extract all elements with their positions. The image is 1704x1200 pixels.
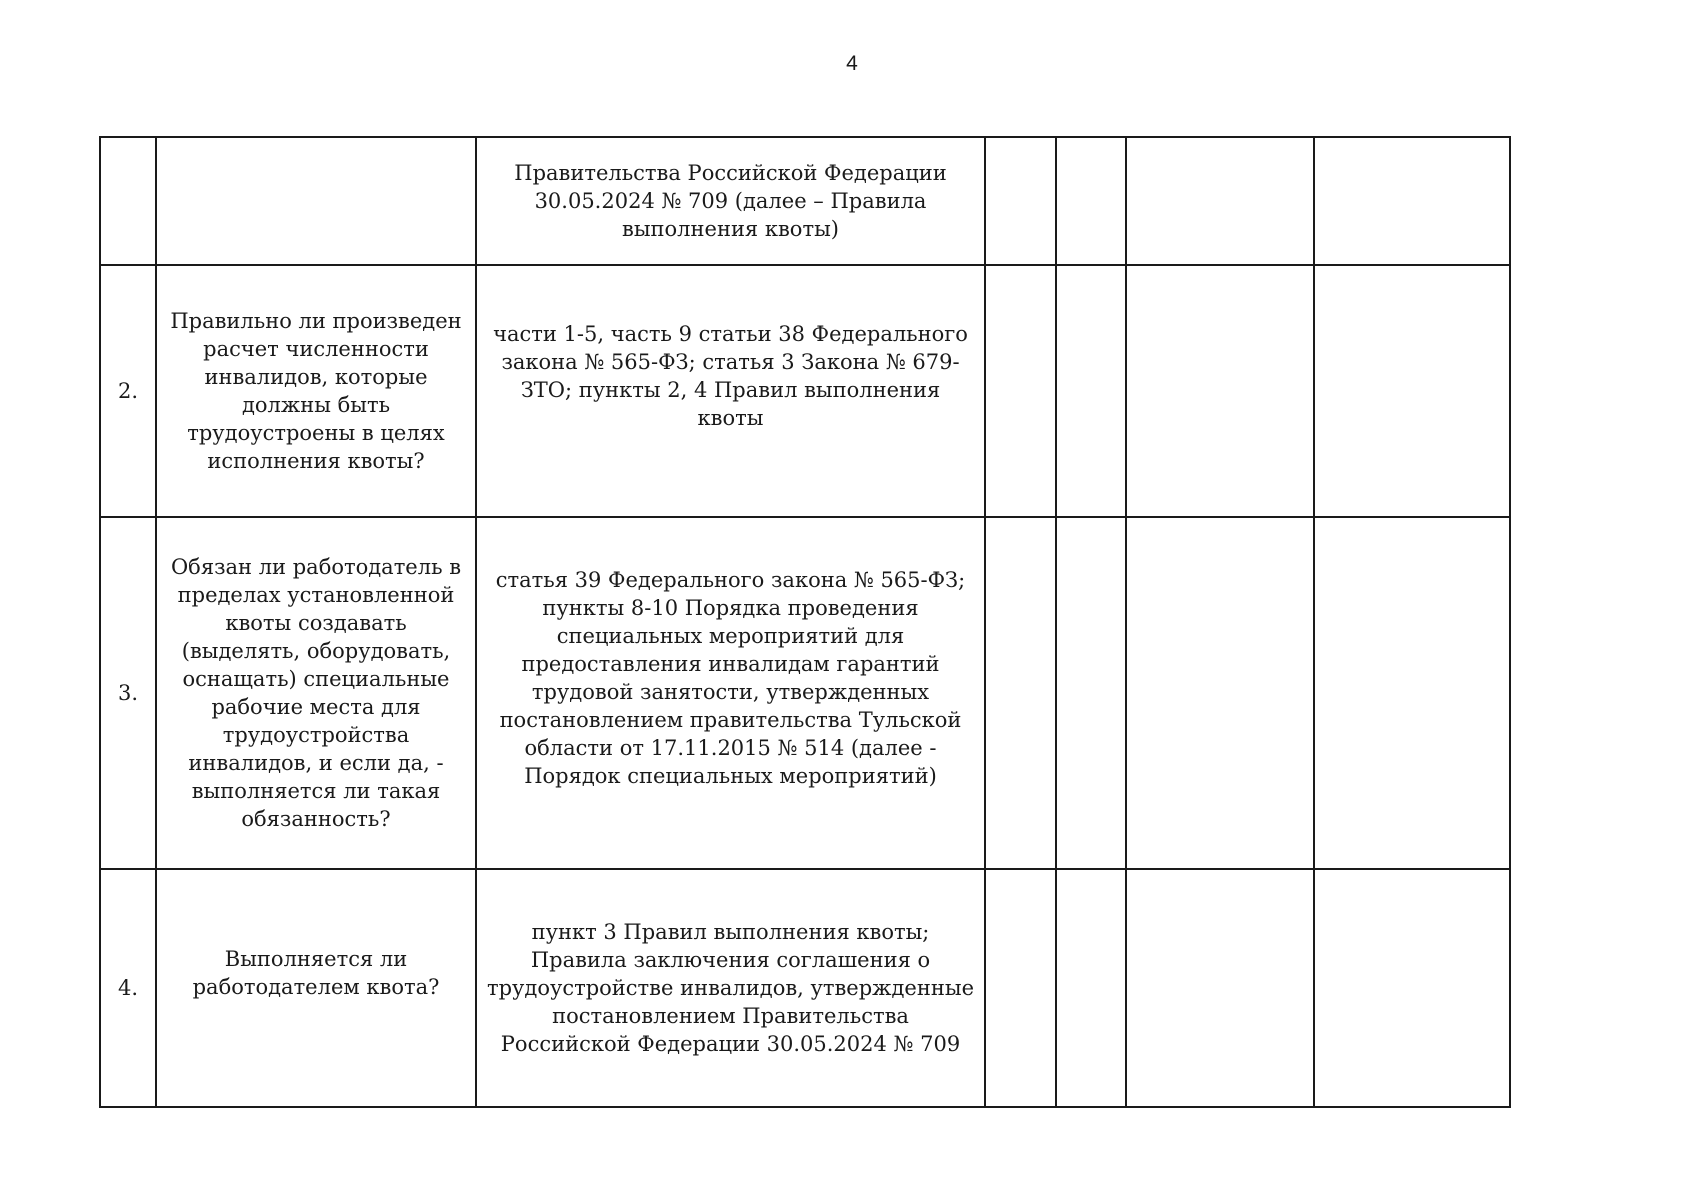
answer-cell-no	[1056, 265, 1126, 517]
requirements-table	[99, 136, 1511, 1108]
answer-cell-no	[1056, 869, 1126, 1107]
reference-cell	[476, 869, 985, 1107]
answer-cell-no	[1056, 517, 1126, 869]
answer-cell-na	[1126, 517, 1314, 869]
answer-cell-yes	[985, 517, 1056, 869]
table-row	[100, 265, 1510, 517]
page-number: 4	[846, 52, 858, 75]
row-number-cell	[100, 137, 156, 265]
reference-text: Правительства Российской Федерации 30.05.2024 № 709 (далее – Правила выполнения квоты)	[514, 161, 947, 241]
row-number-cell: 2.	[100, 265, 156, 517]
reference-text: пункт 3 Правил выполнения квоты; Правила заключения соглашения о трудоустройстве инвалидов, утвержденные постановлением Правительства Российской Федерации 30.05.2024 № 709	[486, 920, 974, 1056]
note-cell	[1314, 517, 1510, 869]
answer-cell-yes	[985, 265, 1056, 517]
row-number-cell: 3.	[100, 517, 156, 869]
question-text: Обязан ли работодатель в пределах установленной квоты создавать (выделять, оборудовать, оснащать) специальные рабочие места для трудоустройства инвалидов, и если да, - выполняется ли такая обязанность?	[170, 555, 462, 831]
reference-text: части 1-5, часть 9 статьи 38 Федерального закона № 565-ФЗ; статья 3 Закона № 679-ЗТО; пункты 2, 4 Правил выполнения квоты	[493, 322, 968, 430]
question-cell	[156, 265, 476, 517]
row-number-cell: 4.	[100, 869, 156, 1107]
table-row	[100, 517, 1510, 869]
note-cell	[1314, 869, 1510, 1107]
question-cell	[156, 137, 476, 265]
reference-cell	[476, 137, 985, 265]
answer-cell-na	[1126, 869, 1314, 1107]
reference-text: статья 39 Федерального закона № 565-ФЗ; пункты 8-10 Порядка проведения специальных мероприятий для предоставления инвалидам гарантий трудовой занятости, утвержденных постановлением правительства Тульской области от 17.11.2015 № 514 (далее - Порядок специальных мероприятий)	[495, 568, 966, 788]
note-cell	[1314, 265, 1510, 517]
table-row	[100, 869, 1510, 1107]
answer-cell-na	[1126, 265, 1314, 517]
question-text: Выполняется ли работодателем квота?	[192, 947, 440, 999]
answer-cell-no	[1056, 137, 1126, 265]
answer-cell-yes	[985, 869, 1056, 1107]
reference-cell	[476, 265, 985, 517]
reference-cell	[476, 517, 985, 869]
question-text: Правильно ли произведен расчет численности инвалидов, которые должны быть трудоустроены в целях исполнения квоты?	[170, 309, 462, 473]
answer-cell-na	[1126, 137, 1314, 265]
question-cell	[156, 517, 476, 869]
table-row	[100, 137, 1510, 265]
note-cell	[1314, 137, 1510, 265]
question-cell	[156, 869, 476, 1107]
answer-cell-yes	[985, 137, 1056, 265]
